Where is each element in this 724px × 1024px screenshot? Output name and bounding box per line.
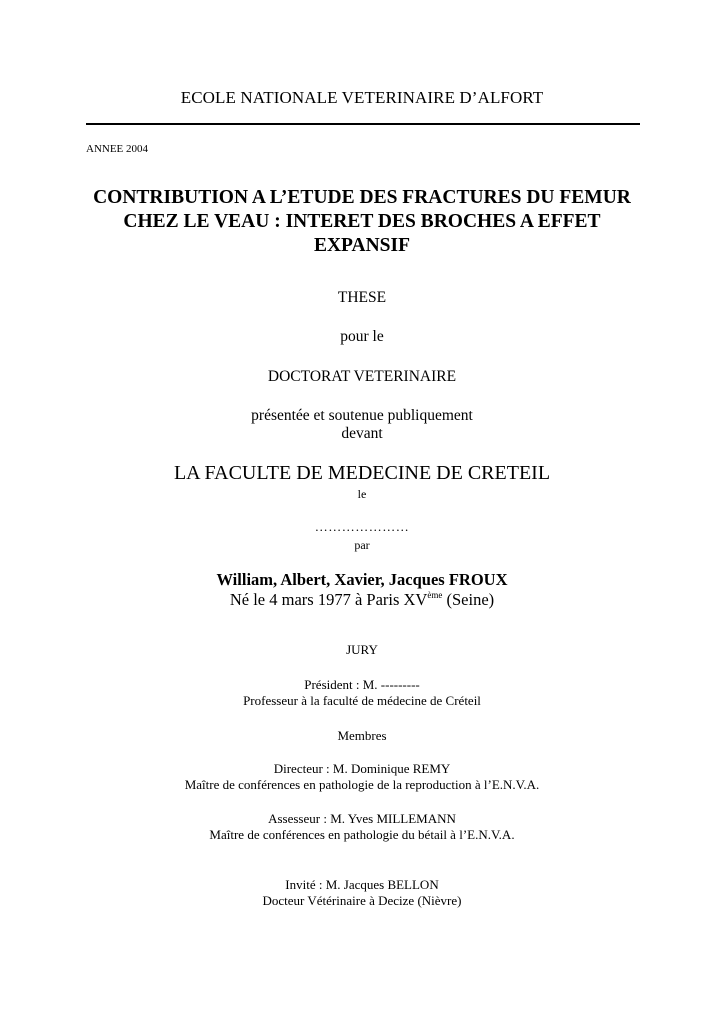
jury-director-role: Maître de conférences en pathologie de la reproduction à l’E.N.V.A. (184, 777, 540, 792)
author-birth (0, 590, 724, 610)
birth-superscript: ème (427, 590, 443, 600)
degree-label: DOCTORAT VETERINAIRE (267, 368, 457, 385)
jury-guest-role: Docteur Vétérinaire à Decize (Nièvre) (262, 893, 462, 908)
jury-assessor-role: Maître de conférences en pathologie du bétail à l’E.N.V.A. (209, 827, 515, 842)
jury-president-role: Professeur à la faculté de médecine de Créteil (243, 693, 481, 708)
jury-members-heading: Membres (337, 728, 387, 743)
thesis-title-line: EXPANSIF (313, 235, 411, 256)
birth-place: (Seine) (442, 590, 495, 609)
author-name: William, Albert, Xavier, Jacques FROUX (216, 570, 508, 589)
presented-text: présentée et soutenue publiquement (251, 407, 473, 424)
thesis-title (60, 186, 664, 258)
header-divider (86, 123, 640, 125)
these-label: THESE (337, 289, 387, 306)
faculty-name: LA FACULTE DE MEDECINE DE CRETEIL (173, 462, 551, 484)
pour-le-text: pour le (340, 328, 384, 345)
le-text: le (357, 487, 367, 501)
thesis-title-line: CHEZ LE VEAU : INTERET DES BROCHES A EFFET (123, 211, 601, 232)
school-name: ECOLE NATIONALE VETERINAIRE D’ALFORT (180, 88, 544, 107)
jury-director: Directeur : M. Dominique REMY (273, 761, 451, 776)
thesis-title-line: CONTRIBUTION A L’ETUDE DES FRACTURES DU FEMUR (93, 187, 631, 208)
year-label: ANNEE 2004 (86, 143, 149, 155)
birth-text: Né le 4 mars 1977 à Paris XV (229, 590, 428, 609)
par-text: par (354, 538, 370, 552)
jury-guest: Invité : M. Jacques BELLON (285, 877, 439, 892)
jury-heading: JURY (346, 642, 378, 657)
date-placeholder: ………………… (314, 519, 410, 534)
jury-president: Président : M. --------- (304, 677, 420, 692)
jury-assessor: Assesseur : M. Yves MILLEMANN (268, 811, 456, 826)
devant-text: devant (341, 425, 383, 442)
